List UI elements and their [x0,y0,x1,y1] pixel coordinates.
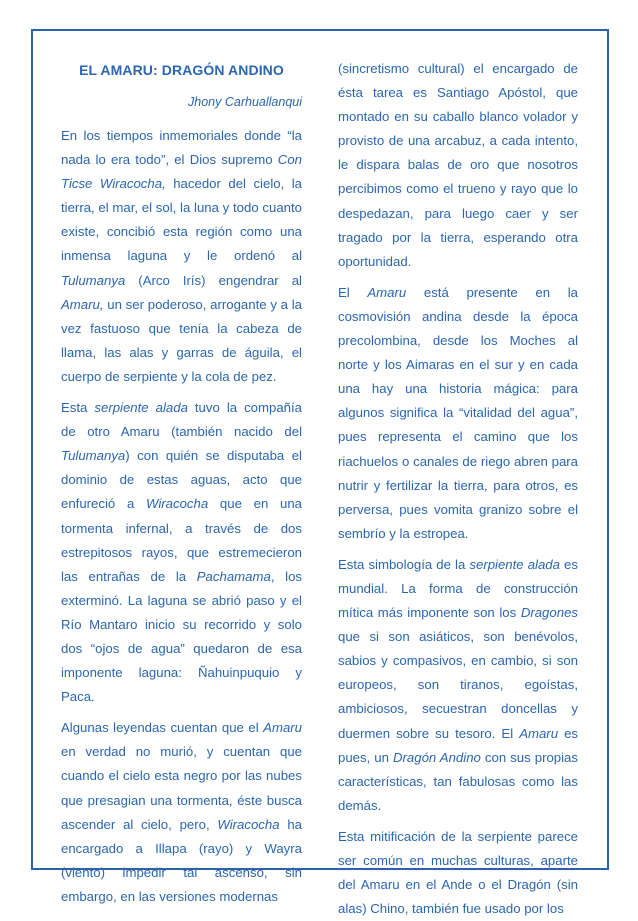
italic-text-run: Dragón Andino [393,749,481,765]
left-column [61,124,302,909]
italic-text-run: serpiente alada [94,400,188,416]
italic-text-run: Amaru [519,725,559,741]
paragraph-5 [338,281,578,546]
italic-text-run: Dragones [520,605,578,621]
text-run: tuvo la compañía de otro Amaru (también nacido del [61,400,302,440]
italic-text-run: Pachamama [196,568,271,584]
italic-text-run: Amaru, [61,296,104,312]
text-run: que en una tormenta infernal, a través de dos estrepitosos rayos, que estremecieron las entrañas de la [61,496,302,584]
text-run: es mundial. La forma de construcción mítica más imponente son los [338,556,578,621]
italic-text-run: serpiente alada [469,556,560,572]
text-run: (sincretismo cultural) el encargado de ésta tarea es Santiago Apóstol, que montado en su caballo blanco volador y provisto de una arcabuz, a cada intento, le dispara balas de oro que nosotros percibimos como el trueno y rayo que lo despedazan, para luego caer y ser tragado por la tierra, esperando otra oportunidad. [338,61,578,269]
italic-text-run: Wiracocha [217,816,280,832]
italic-text-run: Tulumanya [61,448,126,464]
italic-text-run: Amaru [263,720,302,736]
italic-text-run: Amaru [367,284,407,300]
text-run: El [338,284,368,300]
text-run: ) con quién se disputaba el dominio de estas aguas, acto que enfureció a [61,448,302,512]
italic-text-run: Tulumanya [61,272,126,288]
text-run: es pues, un [338,725,578,765]
text-run: en verdad no murió, y cuentan que cuando el cielo esta negro por las nubes que presagian una tormenta, éste busca ascender al cielo, pero, [61,744,302,832]
paragraph-7 [338,825,578,921]
paragraph-3 [61,716,302,909]
italic-text-run: Wiracocha [146,496,209,512]
italic-text-run: Con Ticse Wiracocha, [61,152,302,192]
paragraph-1 [61,124,302,389]
article-title: EL AMARU: DRAGÓN ANDINO [79,62,284,78]
right-column [338,57,578,921]
text-run: un ser poderoso, arrogante y a la vez fastuoso que tenía la cabeza de llama, las alas y garras de águila, el cuerpo de serpiente y la cola de pez. [61,296,302,384]
text-run: (Arco Irís) engendrar al [125,272,302,288]
text-run: Algunas leyendas cuentan que el [61,720,264,736]
text-run: Esta [61,400,95,416]
text-run: está presente en la cosmovisión andina desde la época precolombina, desde los Moches al norte y los Aimaras en el sur y en cada una hay una historia mágica: para algunos significa la “vitalidad del agua”, pues representa el camino que los riachuelos o canales de riego abren para nutrir y fertilizar la tierra, para otros, es perversa, pues vomita granizo sobre el sembrío y la estropea. [338,284,578,541]
paragraph-6 [338,553,578,818]
text-run: con sus propias características, tan fabulosas como las demás. [338,749,578,813]
paragraph-4 [338,57,578,274]
text-run: Esta mitificación de la serpiente parece ser común en muchas culturas, aparte del Amaru en el Ande o el Dragón (sin alas) Chino, también fue usado por los [338,828,578,917]
paragraph-2 [61,396,302,709]
text-run: ha encargado a Illapa (rayo) y Wayra (viento) impedir tal ascenso, sin embargo, en las versiones modernas [61,816,303,904]
text-run: Esta simbología de la [338,556,470,572]
text-run: , los exterminó. La laguna se abrió paso y el Río Mantaro inicio su recorrido y solo dos “ojos de agua” quedaron de esa imponente laguna: Ñahuinpuquio y Paca. [61,568,302,705]
text-run: que si son asiáticos, son benévolos, sabios y compasivos, en cambio, si son europeos, son tiranos, egoístas, ambiciosos, secuestran doncellas y duermen sobre su tesoro. El [338,629,578,741]
text-run: En los tiempos inmemoriales donde “la nada lo era todo”, el Dios supremo [61,128,302,168]
article-author: Jhony Carhuallanqui [188,95,302,109]
text-run: hacedor del cielo, la tierra, el mar, el sol, la luna y todo cuanto existe, concibió esta región como una inmensa laguna y le ordenó al [61,176,302,264]
